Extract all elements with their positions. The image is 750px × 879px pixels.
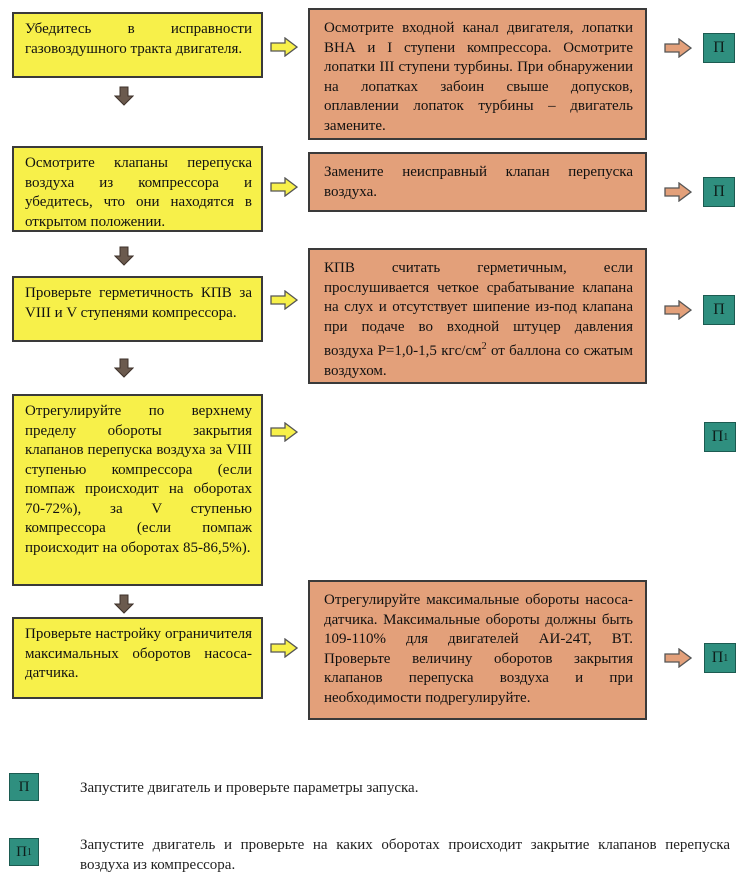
arrow-right-icon [664,182,692,202]
action-text-3: КПВ считать герметичным, если прослушивается четкое срабатывание клапана на слух и отсутствует шипение из-под клапана при подаче во входной штуцер давления воздуха Р=1,0-1,5 кгс/см [324,260,633,359]
check-box-4 [12,394,263,586]
action-text-1: Осмотрите входной канал двигателя, лопатки ВНА и I ступени компрессора. Осмотрите лопатки III ступени турбины. При обнаружении на лопатках забоин свыше допусков, оплавлении лопаток турбины – двигатель замените. [324,20,633,134]
check-text-2: Осмотрите клапаны перепуска воздуха из компрессора и убедитесь, что они находятся в открытом положении. [25,155,252,230]
action-text-2: Замените неисправный клапан перепуска воздуха. [324,164,633,200]
tag-label: П [713,301,725,318]
legend-text-p1: Запустите двигатель и проверьте на каких оборотах происходит закрытие клапанов перепуска воздуха из компрессора. [80,837,730,873]
tag-p1-5 [704,643,736,673]
action-sup-3: 2 [481,341,487,352]
tag-label: П [711,649,724,666]
arrow-right-icon [664,648,692,668]
action-box-2 [308,152,647,212]
legend-text-p: Запустите двигатель и проверьте параметры запуска. [80,780,419,796]
check-box-3 [12,276,263,342]
tag-p-1 [703,33,735,63]
check-text-1: Убедитесь в исправности газовоздушного тракта двигателя. [25,21,252,57]
arrow-right-icon [270,290,298,310]
tag-label: П [711,428,724,445]
arrow-down-icon [114,246,134,266]
arrow-right-icon [270,422,298,442]
tag-label: П [18,778,30,795]
check-box-1 [12,12,263,78]
arrow-right-icon [270,638,298,658]
legend-tag-p1 [9,838,39,866]
tag-p-3 [703,295,735,325]
tag-label: П [16,843,27,860]
check-box-2 [12,146,263,232]
tag-label: П [713,39,725,56]
action-box-5 [308,580,647,720]
arrow-down-icon [114,594,134,614]
arrow-right-icon [664,300,692,320]
check-text-5: Проверьте настройку ограничителя максимальных оборотов насоса-датчика. [25,626,252,681]
check-text-3: Проверьте герметичность КПВ за VIII и V ступенями компрессора. [25,285,252,321]
action-text-5: Отрегулируйте максимальные обороты насоса-датчика. Максимальные обороты должны быть 109-110% для двигателей АИ-24Т, ВТ. Проверьте величину оборотов закрытия клапанов перепуска воздуха и при необходимости подрегулируйте. [324,592,633,706]
arrow-right-icon [664,38,692,58]
arrow-down-icon [114,86,134,106]
tag-label: П [713,183,725,200]
check-text-4: Отрегулируйте по верхнему пределу обороты закрытия клапанов перепуска воздуха за VIII ступенью компрессора (если помпаж происходит на оборотах 70-72%), за V ступенью компрессора (если помпаж происходит на оборотах 85-86,5%). [25,403,252,556]
arrow-right-icon [270,37,298,57]
arrow-down-icon [114,358,134,378]
tag-p-2 [703,177,735,207]
action-box-3 [308,248,647,384]
legend-tag-p [9,773,39,801]
action-box-1 [308,8,647,140]
action-tail-3: от баллона со сжатым воздухом. [324,343,633,379]
tag-p1-4 [704,422,736,452]
tag-sub: 1 [26,846,32,858]
tag-sub: 1 [723,431,729,443]
check-box-5 [12,617,263,699]
arrow-right-icon [270,177,298,197]
tag-sub: 1 [723,652,729,664]
